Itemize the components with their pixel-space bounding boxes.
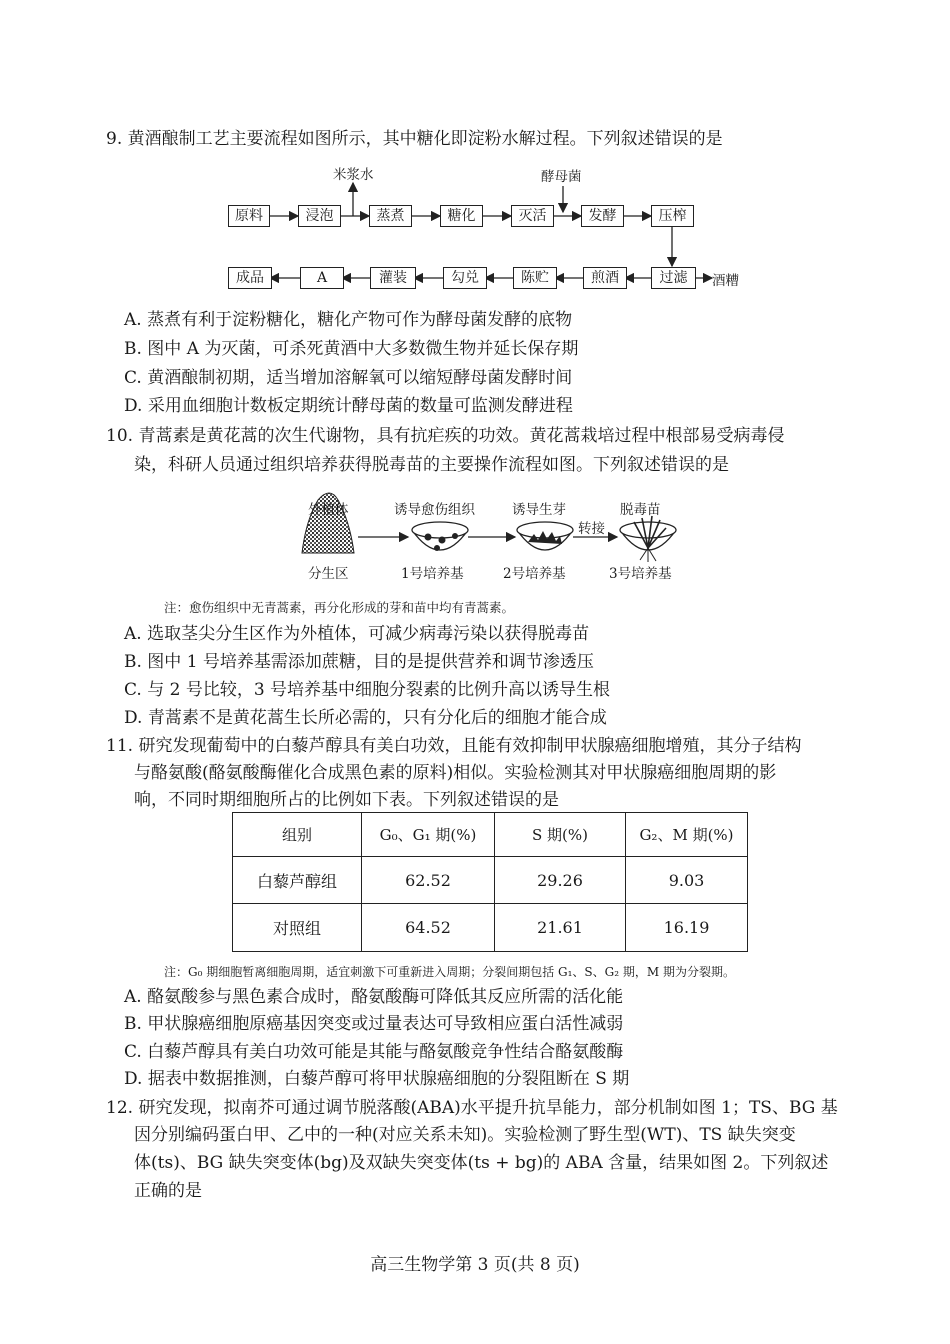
flow-side-out: 米浆水 xyxy=(333,167,374,183)
table-cell: 16.19 xyxy=(626,904,748,952)
table-header-cell: S 期(%) xyxy=(495,813,626,857)
table-row xyxy=(233,856,748,904)
culture-label-medium-3: 3号培养基 xyxy=(609,566,672,582)
culture-label-callus: 诱导愈伤组织 xyxy=(394,502,475,518)
culture-label-meristem: 分生区 xyxy=(308,566,349,582)
table-cell: 白藜芦醇组 xyxy=(233,856,362,904)
q12-stem-4: 正确的是 xyxy=(134,1181,202,1201)
table-header-cell: G₂、M 期(%) xyxy=(626,813,748,857)
q11-stem-2: 与酪氨酸(酪氨酸酶催化合成黑色素的原料)相似。实验检测其对甲状腺癌细胞周期的影 xyxy=(134,763,777,783)
q10-option-b: B. 图中 1 号培养基需添加蔗糖，目的是提供营养和调节渗透压 xyxy=(124,652,594,672)
q11-stem-1: 11. 研究发现葡萄中的白藜芦醇具有美白功效，且能有效抑制甲状腺癌细胞增殖，其分子结构 xyxy=(106,736,802,756)
flow-box-raw: 原料 xyxy=(228,205,270,227)
q11-option-d: D. 据表中数据推测，白藜芦醇可将甲状腺癌细胞的分裂阻断在 S 期 xyxy=(124,1069,630,1089)
q12-stem-1: 12. 研究发现，拟南芥可通过调节脱落酸(ABA)水平提升抗旱能力，部分机制如图 1；TS、BG 基 xyxy=(106,1098,838,1118)
table-row xyxy=(233,904,748,952)
flow-side-in: 酵母菌 xyxy=(541,169,582,185)
q11-stem-3: 响，不同时期细胞所占的比例如下表。下列叙述错误的是 xyxy=(134,790,559,810)
culture-label-medium-1: 1号培养基 xyxy=(401,566,464,582)
q9-stem: 9. 黄酒酿制工艺主要流程如图所示，其中糖化即淀粉水解过程。下列叙述错误的是 xyxy=(106,129,723,149)
table-header-cell: 组别 xyxy=(233,813,362,857)
q11-option-a: A. 酪氨酸参与黑色素合成时，酪氨酸酶可降低其反应所需的活化能 xyxy=(124,987,624,1007)
flow-box-boil: 煎酒 xyxy=(583,267,627,289)
flow-box-soak: 浸泡 xyxy=(298,205,341,227)
table-header-row xyxy=(233,813,748,857)
q12-stem-3: 体(ts)、BG 缺失突变体(bg)及双缺失突变体(ts + bg)的 ABA 含量，结果如图 2。下列叙述 xyxy=(134,1153,829,1173)
q11-note: 注：G₀ 期细胞暂离细胞周期，适宜刺激下可重新进入周期；分裂间期包括 G₁、S、G₂ 期，M 期为分裂期。 xyxy=(164,965,735,979)
q9-option-c: C. 黄酒酿制初期，适当增加溶解氧可以缩短酵母菌发酵时间 xyxy=(124,368,573,388)
culture-label-transfer: 转接 xyxy=(578,521,605,537)
q10-culture-illustration xyxy=(0,0,950,600)
flow-box-product: 成品 xyxy=(228,267,272,289)
flow-box-ferment: 发酵 xyxy=(581,205,624,227)
flow-box-fill: 灌装 xyxy=(370,267,416,289)
table-cell: 9.03 xyxy=(626,856,748,904)
flow-box-press: 压榨 xyxy=(651,205,694,227)
q11-data-table xyxy=(232,812,748,952)
page-footer: 高三生物学第 3 页(共 8 页) xyxy=(370,1255,580,1275)
flow-box-steam: 蒸煮 xyxy=(369,205,412,227)
table-cell: 29.26 xyxy=(495,856,626,904)
q10-stem-2: 染，科研人员通过组织培养获得脱毒苗的主要操作流程如图。下列叙述错误的是 xyxy=(134,455,729,475)
flow-box-filter: 过滤 xyxy=(651,267,696,289)
q10-stem-1: 10. 青蒿素是黄花蒿的次生代谢物，具有抗疟疾的功效。黄花蒿栽培过程中根部易受病毒侵 xyxy=(106,426,785,446)
flow-box-age: 陈贮 xyxy=(513,267,557,289)
q11-option-c: C. 白藜芦醇具有美白功效可能是其能与酪氨酸竞争性结合酪氨酸酶 xyxy=(124,1042,624,1062)
culture-label-seedling: 脱毒苗 xyxy=(620,502,661,518)
table-cell: 62.52 xyxy=(362,856,495,904)
q9-option-d: D. 采用血细胞计数板定期统计酵母菌的数量可监测发酵进程 xyxy=(124,396,573,416)
table-cell: 对照组 xyxy=(233,904,362,952)
flow-box-blend: 勾兑 xyxy=(443,267,487,289)
culture-label-medium-2: 2号培养基 xyxy=(503,566,566,582)
table-cell: 21.61 xyxy=(495,904,626,952)
q10-note: 注：愈伤组织中无青蒿素，再分化形成的芽和苗中均有青蒿素。 xyxy=(164,600,515,615)
q12-stem-2: 因分别编码蛋白甲、乙中的一种(对应关系未知)。实验检测了野生型(WT)、TS 缺失突变 xyxy=(134,1125,796,1145)
q10-option-d: D. 青蒿素不是黄花蒿生长所必需的，只有分化后的细胞才能合成 xyxy=(124,708,607,728)
flow-byproduct: 酒糟 xyxy=(712,273,739,289)
culture-label-explant: 外植体 xyxy=(308,502,349,518)
q10-option-c: C. 与 2 号比较，3 号培养基中细胞分裂素的比例升高以诱导生根 xyxy=(124,680,611,700)
flow-box-inactivate: 灭活 xyxy=(511,205,554,227)
q9-option-a: A. 蒸煮有利于淀粉糖化，糖化产物可作为酵母菌发酵的底物 xyxy=(124,310,573,330)
flow-box-saccharify: 糖化 xyxy=(440,205,483,227)
table-cell: 64.52 xyxy=(362,904,495,952)
flow-box-a: A xyxy=(300,267,344,289)
culture-label-bud: 诱导生芽 xyxy=(512,502,566,518)
q11-option-b: B. 甲状腺癌细胞原癌基因突变或过量表达可导致相应蛋白活性减弱 xyxy=(124,1014,624,1034)
q10-option-a: A. 选取茎尖分生区作为外植体，可减少病毒污染以获得脱毒苗 xyxy=(124,624,590,644)
q9-option-b: B. 图中 A 为灭菌，可杀死黄酒中大多数微生物并延长保存期 xyxy=(124,339,579,359)
table-header-cell: G₀、G₁ 期(%) xyxy=(362,813,495,857)
